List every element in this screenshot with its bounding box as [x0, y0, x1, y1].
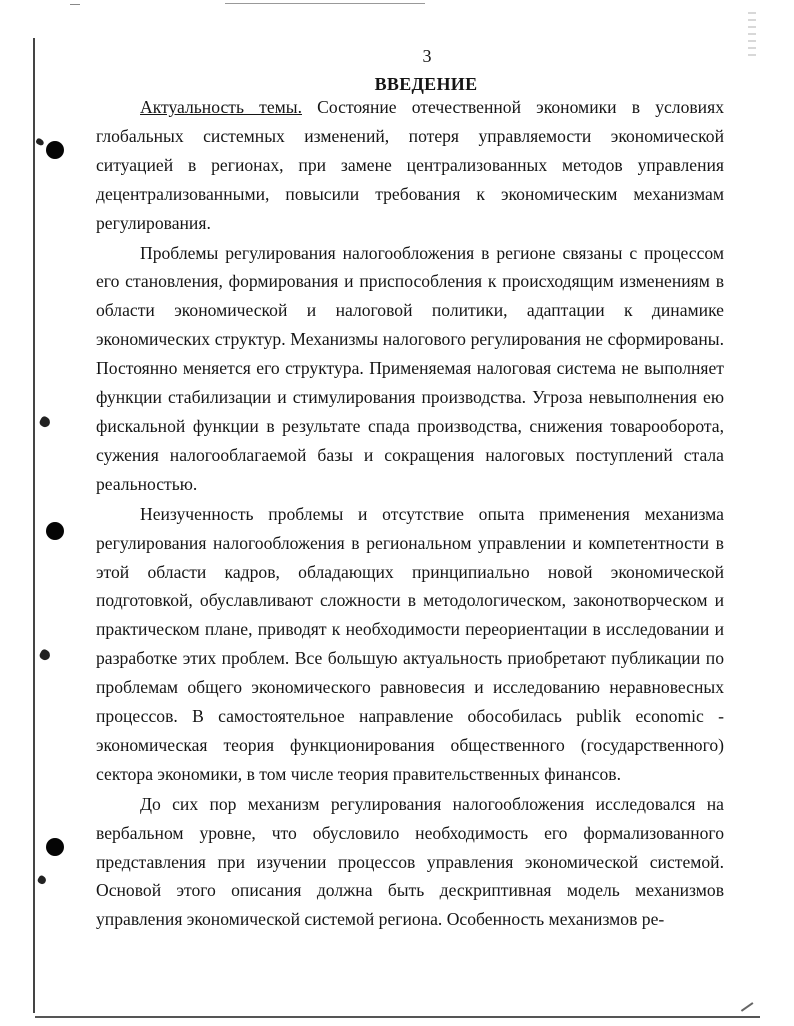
section-subheading: Актуальность темы.: [140, 97, 302, 117]
page-title: ВВЕДЕНИЕ: [374, 74, 478, 94]
paragraph: [96, 93, 724, 238]
paragraph-text: Состояние отечественной экономики в условиях глобальных системных изменений, потеря управляемости экономической ситуацией в регионах, при замене централизованных методов управления децентрализованными, повысили требования к экономическим механизмам регулирования.: [96, 97, 724, 233]
punch-hole: [46, 838, 64, 856]
paragraph: Проблемы регулирования налогообложения в регионе связаны с процессом его становления, формирования и приспособления к происходящим изменениям в области экономической и налоговой политики, адаптации к динамике экономических структур. Механизмы налогового регулирования не сформированы. Постоянно меняется его структура. Применяемая налоговая система не выполняет функции стабилизации и стимулирования производства. Угроза невыполнения ею фискальной функции в результате спада производства, снижения товарооборота, сужения налогооблагаемой базы и сокращения налоговых поступлений стала реальностью.: [96, 242, 724, 494]
scan-mark: [35, 137, 45, 146]
page-edge-left: [33, 38, 35, 1013]
page-edge-bottom: [35, 1016, 760, 1018]
scan-mark: [37, 875, 48, 886]
punch-hole: [46, 522, 64, 540]
corner-mark: [741, 1002, 753, 1011]
scan-mark: [38, 415, 52, 429]
paragraph: Неизученность проблемы и отсутствие опыта применения механизма регулирования налогообложения в региональном управлении и компетентности в этой области кадров, обладающих принципиально новой экономической подготовкой, обуславливают сложности в методологическом, законотворческом и практическом плане, приводят к необходимости переориентации в исследовании и разработке этих проблем. Все большую актуальность приобретают публикации по проблемам общего экономического равновесия и исследованию неравновесных процессов. В самостоятельное направление обособилась publik economic - экономическая теория функционирования общественного (государственного) сектора экономики, в том числе теория правительственных финансов.: [96, 503, 724, 784]
scan-tick-top: [70, 4, 80, 5]
scan-edge-top: [225, 3, 425, 4]
scan-mark: [38, 648, 52, 662]
document-body: [96, 93, 724, 934]
page-number: 3: [422, 46, 432, 66]
punch-hole: [46, 141, 64, 159]
paragraph: До сих пор механизм регулирования налогообложения исследовался на вербальном уровне, что обусловило необходимость его формализованного представления при изучении процессов управления экономической системой. Основой этого описания должна быть дескриптивная модель механизмов управления экономической системой региона. Особенность механизмов ре-: [96, 793, 724, 930]
